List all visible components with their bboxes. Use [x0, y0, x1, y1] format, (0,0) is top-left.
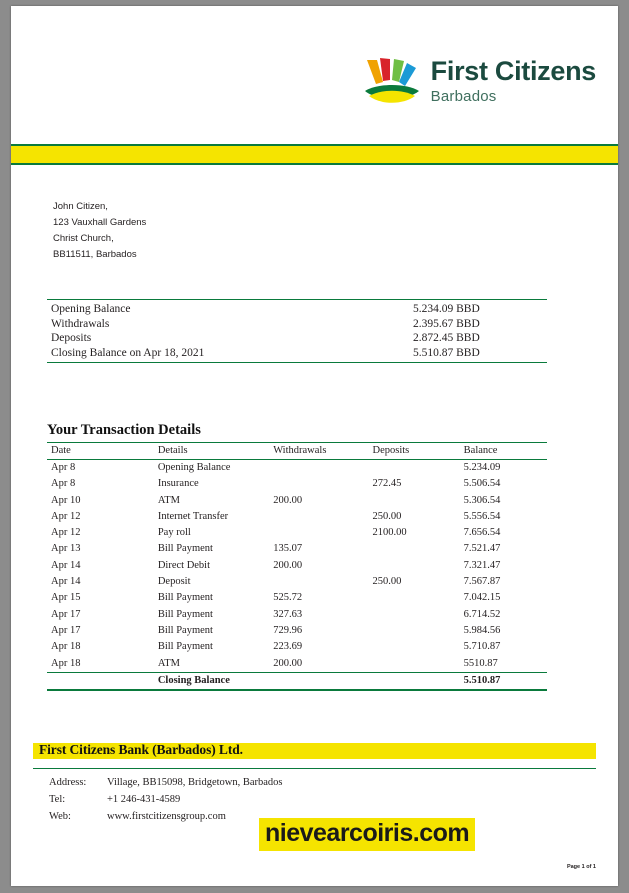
cell-details: Bill Payment — [157, 608, 213, 620]
summary-label: Opening Balance — [51, 303, 131, 315]
brand-subtitle: Barbados — [430, 87, 497, 105]
cell-deposits — [372, 493, 463, 509]
cell-withdrawals — [273, 460, 372, 477]
cell-withdrawals — [273, 509, 372, 525]
summary-value: 5.510.87 BBD — [413, 346, 480, 359]
cell-date: Apr 14 — [51, 559, 81, 571]
cell-balance: 5.234.09 — [463, 462, 501, 473]
summary-label: Deposits — [51, 332, 92, 344]
brand-text — [431, 58, 596, 105]
cell-balance: 7.321.47 — [463, 559, 501, 571]
cell-details: Internet Transfer — [157, 510, 229, 522]
cell-withdrawals: 729.96 — [273, 624, 303, 636]
cell-date: Apr 10 — [51, 494, 81, 506]
table-row — [47, 509, 547, 525]
cell-withdrawals: 200.00 — [273, 559, 303, 571]
cell-balance: 7.656.54 — [463, 527, 501, 539]
cell-details: ATM — [157, 657, 180, 669]
summary-label: Withdrawals — [51, 317, 110, 330]
header-color-band — [11, 144, 618, 165]
cell-date: Apr 17 — [51, 624, 81, 636]
first-citizens-logo-icon — [363, 58, 421, 110]
column-header-deposits: Deposits — [372, 443, 463, 460]
table-row — [47, 639, 547, 655]
cell-details: Bill Payment — [157, 624, 213, 636]
footer-label-closing-balance: Closing Balance — [158, 672, 273, 690]
cell-withdrawals: 327.63 — [273, 608, 303, 620]
address-line-1: John Citizen, — [53, 201, 108, 212]
account-summary-table — [47, 299, 547, 363]
cell-balance: 5510.87 — [463, 657, 498, 669]
cell-details: Deposit — [157, 576, 191, 588]
cell-withdrawals: 200.00 — [273, 657, 303, 669]
address-line-4: BB11511, Barbados — [53, 249, 137, 260]
footer-contact-block — [49, 774, 283, 825]
cell-withdrawals: 223.69 — [273, 641, 303, 653]
cell-date: Apr 17 — [51, 608, 81, 620]
cell-balance: 7.521.47 — [463, 543, 501, 555]
summary-row — [47, 346, 547, 361]
address-line-2: 123 Vauxhall Gardens — [53, 217, 147, 228]
summary-value: 5.234.09 BBD — [413, 303, 480, 315]
cell-details: Bill Payment — [157, 641, 213, 653]
cell-balance: 7.567.87 — [463, 576, 501, 588]
cell-balance: 5.506.54 — [463, 478, 501, 490]
cell-deposits — [372, 460, 463, 477]
footer-spacer-withdrawals — [273, 672, 372, 690]
cell-details: Direct Debit — [157, 559, 211, 571]
table-row — [47, 574, 547, 590]
footer-tel-label: Tel: — [49, 794, 66, 805]
cell-date: Apr 18 — [51, 657, 81, 669]
cell-deposits: 2100.00 — [372, 527, 407, 539]
summary-label: Closing Balance on Apr 18, 2021 — [51, 346, 205, 359]
table-row — [47, 541, 547, 557]
cell-details: ATM — [157, 494, 180, 506]
footer-closing-balance-value: 5.510.87 — [464, 672, 547, 690]
summary-row — [47, 331, 547, 346]
column-header-balance: Balance — [464, 443, 547, 460]
cell-date: Apr 15 — [51, 592, 81, 604]
brand-title: First Citizens — [430, 56, 596, 86]
summary-value: 2.872.45 BBD — [413, 332, 480, 344]
cell-withdrawals: 525.72 — [273, 592, 303, 604]
footer-web-row — [49, 808, 283, 825]
brand-logo — [363, 58, 596, 110]
cell-deposits — [372, 623, 463, 639]
cell-withdrawals — [273, 574, 372, 590]
column-header-withdrawals: Withdrawals — [273, 443, 372, 460]
footer-web-label: Web: — [49, 811, 71, 822]
footer-tel-row — [49, 791, 283, 808]
cell-balance: 5.306.54 — [463, 494, 501, 506]
table-header-row — [47, 443, 547, 460]
column-header-details: Details — [158, 443, 273, 460]
cell-balance: 5.556.54 — [463, 510, 501, 522]
cell-details: Bill Payment — [157, 592, 213, 604]
cell-date: Apr 14 — [51, 576, 81, 588]
cell-withdrawals — [273, 525, 372, 541]
cell-withdrawals: 135.07 — [273, 543, 303, 555]
cell-deposits: 250.00 — [372, 510, 402, 522]
table-footer-row — [47, 672, 547, 690]
cell-details: Pay roll — [157, 527, 191, 539]
cell-deposits: 250.00 — [372, 576, 402, 588]
cell-deposits — [372, 639, 463, 655]
cell-balance: 5.984.56 — [463, 624, 501, 636]
footer-company-name: First Citizens Bank (Barbados) Ltd. — [39, 742, 243, 757]
cell-date: Apr 18 — [51, 641, 81, 653]
summary-row — [47, 302, 547, 317]
table-row — [47, 493, 547, 509]
summary-row — [47, 317, 547, 332]
cell-date: Apr 12 — [51, 527, 81, 539]
customer-address-block — [53, 199, 146, 263]
page-number: Page 1 of 1 — [566, 864, 596, 870]
table-row — [47, 607, 547, 623]
footer-address-value: Village, BB15098, Bridgetown, Barbados — [107, 777, 283, 788]
column-header-date: Date — [47, 443, 158, 460]
footer-web-value[interactable]: www.firstcitizensgroup.com — [107, 811, 226, 822]
cell-deposits — [372, 607, 463, 623]
cell-details: Opening Balance — [157, 462, 231, 473]
table-row — [47, 590, 547, 606]
statement-page — [11, 6, 618, 886]
transactions-title: Your Transaction Details — [47, 422, 201, 438]
table-row — [47, 476, 547, 492]
footer-spacer — [47, 672, 158, 690]
cell-withdrawals — [273, 476, 372, 492]
cell-details: Bill Payment — [157, 543, 213, 555]
table-row — [47, 623, 547, 639]
summary-value: 2.395.67 BBD — [413, 317, 480, 330]
cell-balance: 7.042.15 — [463, 592, 501, 604]
table-row — [47, 656, 547, 673]
footer-address-row — [49, 774, 283, 791]
cell-date: Apr 13 — [51, 543, 81, 555]
cell-date: Apr 12 — [51, 510, 81, 522]
cell-balance: 5.710.87 — [463, 641, 501, 653]
cell-withdrawals: 200.00 — [273, 494, 303, 506]
address-line-3: Christ Church, — [53, 233, 114, 244]
cell-deposits: 272.45 — [372, 478, 402, 490]
cell-date: Apr 8 — [51, 462, 76, 473]
table-row — [47, 460, 547, 477]
table-row — [47, 525, 547, 541]
table-row — [47, 558, 547, 574]
cell-details: Insurance — [157, 478, 199, 490]
cell-date: Apr 8 — [51, 478, 76, 490]
cell-deposits — [372, 590, 463, 606]
footer-tel-value: +1 246-431-4589 — [107, 794, 181, 805]
watermark: nievearcoiris.com — [259, 818, 475, 851]
cell-balance: 6.714.52 — [463, 608, 501, 620]
transactions-table — [47, 442, 547, 691]
footer-address-label: Address: — [49, 777, 87, 788]
cell-deposits — [372, 558, 463, 574]
cell-deposits — [372, 656, 463, 673]
footer-divider — [33, 768, 596, 769]
cell-deposits — [372, 541, 463, 557]
footer-spacer-deposits — [372, 672, 463, 690]
